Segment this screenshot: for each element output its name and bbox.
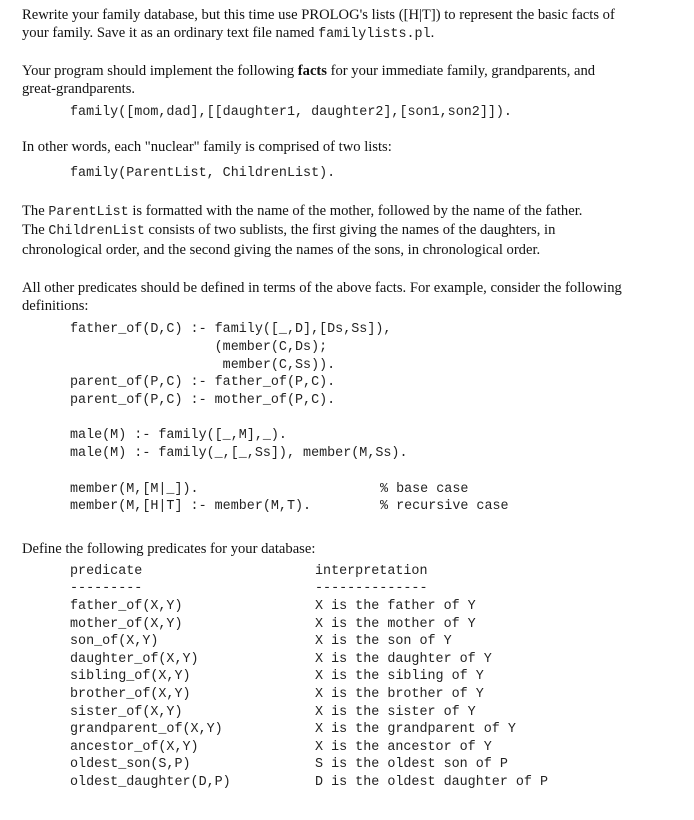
definitions-line-1: All other predicates should be defined in terms of the above facts. For example, consider the following — [22, 280, 622, 297]
predicate-cell: ancestor_of(X,Y) — [70, 739, 199, 755]
definitions-code-block-2 — [70, 427, 682, 462]
interpretation-cell: X is the grandparent of Y — [315, 722, 516, 738]
family-structure-code: family(ParentList, ChildrenList). — [70, 166, 336, 182]
facts-bold-word: facts — [297, 62, 327, 79]
predicate-cell: mother_of(X,Y) — [70, 616, 183, 632]
interpretation-cell: X is the father of Y — [315, 599, 476, 614]
intro-paragraph — [22, 6, 682, 44]
header-predicate: predicate — [70, 563, 143, 579]
table-row — [70, 668, 682, 686]
predicate-cell: oldest_daughter(D,P) — [70, 774, 231, 790]
table-header — [70, 563, 682, 581]
predicate-cell: sibling_of(X,Y) — [70, 669, 191, 685]
code-line: male(M) :- family(_,[_,Ss]), member(M,Ss). — [70, 446, 408, 462]
interpretation-cell: X is the son of Y — [315, 634, 452, 650]
code-line: member(C,Ss)). — [70, 357, 336, 373]
facts-line-1-end: for your immediate family, grandparents, and — [326, 62, 596, 79]
code-line: parent_of(P,C) :- mother_of(P,C). — [70, 392, 336, 408]
table-body — [70, 598, 682, 792]
member-base-code: member(M,[M|_]). — [70, 481, 199, 497]
childrenlist-code: ChildrenList — [48, 224, 145, 240]
childrenlist-line-end: consists of two sublists, the first giving the names of the daughters, in — [144, 222, 556, 239]
underline-interpretation: -------------- — [315, 581, 428, 597]
parentlist-line-start: The — [22, 202, 49, 219]
predicate-table — [70, 563, 682, 792]
document-page — [22, 6, 682, 792]
intro-line-1: Rewrite your family database, but this time use PROLOG's lists ([H|T]) to represent the basic facts of — [22, 7, 615, 23]
interpretation-cell: X is the brother of Y — [315, 686, 484, 702]
interpretation-cell: X is the daughter of Y — [315, 651, 492, 667]
table-row — [70, 616, 682, 634]
interpretation-cell: X is the mother of Y — [315, 616, 476, 632]
definitions-code-block-3 — [70, 481, 682, 516]
define-predicates-paragraph: Define the following predicates for your database: — [22, 540, 316, 557]
chronological-line: chronological order, and the second giving the names of the sons, in chronological order. — [22, 241, 541, 258]
interpretation-cell: X is the sister of Y — [315, 704, 476, 720]
facts-line-2: great-grandparents. — [22, 80, 136, 97]
header-interpretation: interpretation — [315, 563, 428, 579]
member-recursive-code: member(M,[H|T] :- member(M,T). — [70, 499, 312, 515]
table-row — [70, 756, 682, 774]
parentlist-code: ParentList — [48, 204, 129, 220]
table-row — [70, 686, 682, 704]
code-line: parent_of(P,C) :- father_of(P,C). — [70, 375, 336, 391]
intro-line-2-end: . — [430, 25, 435, 41]
interpretation-cell: X is the ancestor of Y — [315, 739, 492, 755]
table-row — [70, 633, 682, 651]
table-row — [70, 598, 682, 616]
nuclear-family-paragraph: In other words, each "nuclear" family is comprised of two lists: — [22, 139, 392, 156]
definitions-line-2: definitions: — [22, 298, 89, 315]
table-row — [70, 721, 682, 739]
interpretation-cell: X is the sibling of Y — [315, 669, 484, 685]
predicate-cell: sister_of(X,Y) — [70, 704, 183, 720]
definitions-paragraph — [22, 279, 682, 315]
family-fact-code: family([mom,dad],[[daughter1, daughter2],[son1,son2]]). — [70, 104, 512, 120]
parentlist-line-end: is formatted with the name of the mother, followed by the name of the father. — [128, 202, 583, 219]
underline-predicate: --------- — [70, 581, 143, 597]
table-row — [70, 704, 682, 722]
predicate-cell: daughter_of(X,Y) — [70, 651, 199, 667]
member-recursive-comment: % recursive case — [380, 499, 509, 515]
predicate-cell: son_of(X,Y) — [70, 634, 159, 650]
predicate-cell: oldest_son(S,P) — [70, 757, 191, 773]
code-line — [70, 481, 682, 499]
definitions-code-block-1 — [70, 321, 682, 409]
code-line: male(M) :- family([_,M],_). — [70, 428, 287, 444]
code-line: (member(C,Ds); — [70, 340, 328, 356]
facts-line-1-start: Your program should implement the following — [22, 62, 298, 79]
filename-code: familylists.pl — [318, 27, 431, 42]
member-base-comment: % base case — [380, 481, 469, 497]
table-row — [70, 739, 682, 757]
intro-line-2: your family. Save it as an ordinary text file named — [22, 25, 319, 41]
table-row — [70, 651, 682, 669]
table-row — [70, 774, 682, 792]
predicate-cell: grandparent_of(X,Y) — [70, 722, 223, 738]
interpretation-cell: S is the oldest son of P — [315, 757, 508, 773]
facts-paragraph — [22, 62, 682, 98]
table-header-underline — [70, 580, 682, 598]
code-line: father_of(D,C) :- family([_,D],[Ds,Ss]), — [70, 322, 392, 338]
code-line — [70, 498, 682, 516]
predicate-cell: brother_of(X,Y) — [70, 686, 191, 702]
interpretation-cell: D is the oldest daughter of P — [315, 774, 549, 790]
lists-description-paragraph — [22, 202, 682, 261]
childrenlist-line-start: The — [22, 222, 49, 239]
predicate-cell: father_of(X,Y) — [70, 599, 183, 614]
